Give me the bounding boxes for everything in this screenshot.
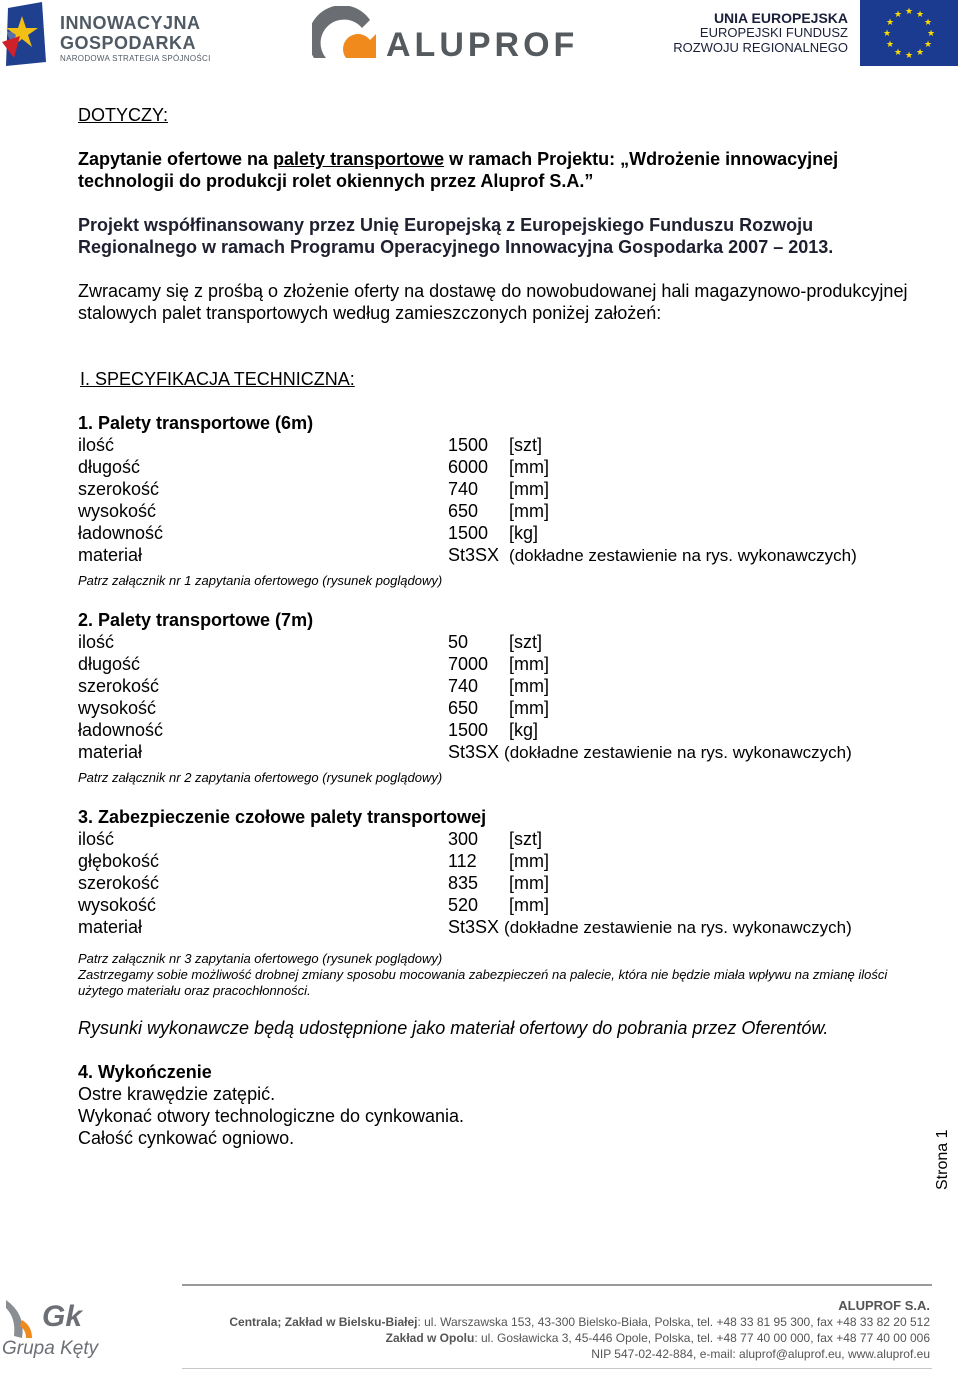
subject-prefix: Zapytanie ofertowe na [78,149,274,169]
svg-text:★: ★ [915,48,925,58]
param-value: 50 [448,632,469,652]
param-unit: [mm] [509,479,549,499]
param-value: 650 [448,501,479,521]
section-1-note: Patrz załącznik nr 1 zapytania ofertowego (rysunek poglądowy) [78,573,443,588]
page-header [0,0,960,70]
param-row [78,719,852,741]
param-row [78,828,852,850]
param-name: wysokość [78,501,157,521]
gk-subtitle: Grupa Kęty [2,1338,99,1359]
param-name: ładowność [78,523,164,543]
svg-text:★: ★ [915,10,925,20]
param-row-material [78,741,852,764]
svg-text:★: ★ [923,40,933,50]
ig-star-icon [2,2,54,66]
param-name: materiał [78,917,143,937]
gk-wordmark: Gk [42,1300,83,1333]
param-unit: [kg] [509,720,539,740]
param-unit: [mm] [509,698,549,718]
section-2-note: Patrz załącznik nr 2 zapytania ofertowego (rysunek poglądowy) [78,770,443,785]
param-unit: [szt] [509,829,543,849]
eu-flag-icon [860,0,958,66]
document-body [78,104,908,1149]
innowacyjna-gospodarka-logo [2,2,212,66]
param-name: ładowność [78,720,164,740]
param-unit: [mm] [509,851,549,871]
param-name: materiał [78,545,143,565]
param-name: szerokość [78,479,160,499]
ig-line3: NARODOWA STRATEGIA SPÓJNOŚCI [60,54,211,63]
param-row [78,872,852,894]
param-row [78,456,857,478]
param-name: ilość [78,829,115,849]
param-name: długość [78,457,141,477]
param-name: szerokość [78,873,160,893]
page-number-label: Strona 1 [934,1129,951,1190]
param-unit: [szt] [509,435,543,455]
footer-line-2-text: : ul. Gosławicka 3, 45-446 Opole, Polska, tel. +48 77 40 00 000, fax +48 77 40 00 006 [474,1331,930,1345]
section-4 [78,1061,908,1149]
param-unit: [mm] [509,654,549,674]
param-unit: [mm] [509,676,549,696]
section-2-params [78,631,852,764]
material-value: St3SX [448,545,500,565]
aluprof-wordmark: ALUPROF [386,26,579,64]
svg-text:★: ★ [904,7,914,17]
svg-text:★: ★ [893,48,903,58]
material-note: (dokładne zestawienie na rys. wykonawczych) [509,546,857,565]
footer-line-1 [229,1314,930,1330]
param-name: materiał [78,742,143,762]
material-cell [448,741,852,764]
material-cell [448,916,852,939]
footer-line-1-text: : ul. Warszawska 153, 43-300 Bielsko-Biała, Polska, tel. +48 33 81 95 300, fax +48 33 82 20 512 [417,1315,930,1329]
gk-swoosh-icon [2,1296,46,1340]
param-value: 1500 [448,720,489,740]
param-row [78,522,857,544]
section-3-reservation-note: Zastrzegamy sobie możliwość drobnej zmiany sposobu mocowania zabezpieczeń na palecie, która nie będzie miała wpływu na zmianę ilości użytego materiału oraz pracochłonności. [78,967,888,998]
param-name: wysokość [78,698,157,718]
param-unit: [mm] [509,895,549,915]
param-row [78,894,852,916]
subject-underlined: palety transportowe [273,149,445,169]
svg-text:★: ★ [882,29,892,39]
aluprof-logo [312,6,602,64]
section-3-note: Patrz załącznik nr 3 zapytania ofertowego (rysunek poglądowy) [78,951,443,966]
rysunki-note: Rysunki wykonawcze będą udostępnione jako materiał ofertowy do pobrania przez Oferentów. [78,1018,829,1038]
svg-text:★: ★ [904,51,914,61]
param-value: 740 [448,676,479,696]
ue-line3: ROZWOJU REGIONALNEGO [673,40,848,56]
finish-line: Całość cynkować ogniowo. [78,1128,295,1148]
param-unit: [kg] [509,523,539,543]
param-row [78,434,857,456]
footer-company: ALUPROF S.A. [838,1298,930,1313]
param-name: wysokość [78,895,157,915]
section-1-params [78,434,857,567]
param-value: 1500 [448,523,489,543]
grupa-kety-logo [2,1292,122,1362]
subject-paragraph [78,148,908,192]
footer-divider [182,1284,932,1286]
svg-text:★: ★ [885,18,895,28]
footer-line-3: NIP 547-02-42-884, e-mail: aluprof@aluprof.eu, www.aluprof.eu [591,1347,930,1361]
footer-line-2-label: Zakład w Opolu [385,1331,475,1345]
svg-text:★: ★ [885,40,895,50]
section-1-title: 1. Palety transportowe (6m) [78,413,314,433]
param-unit: [mm] [509,501,549,521]
param-row [78,850,852,872]
aluprof-swoosh-icon [312,6,384,64]
param-row [78,653,852,675]
finish-line: Ostre krawędzie zatępić. [78,1084,276,1104]
param-row [78,697,852,719]
ue-line2: EUROPEJSKI FUNDUSZ [699,25,848,41]
material-note: (dokładne zestawienie na rys. wykonawczych) [504,743,852,762]
ig-line1: INNOWACYJNA [60,13,201,33]
param-value: 300 [448,829,479,849]
param-name: długość [78,654,141,674]
param-row-material [78,544,857,567]
section-4-title: 4. Wykończenie [78,1062,212,1082]
param-value: 6000 [448,457,489,477]
dotyczy-heading: DOTYCZY: [78,105,169,125]
footer-line-1-label: Centrala; Zakład w Bielsku-Białej [229,1315,418,1329]
material-value: St3SX [448,742,500,762]
section-3 [78,806,908,999]
material-value: St3SX [448,917,500,937]
param-row-material [78,916,852,939]
param-unit: [szt] [509,632,543,652]
ue-fund-text [673,10,848,56]
param-unit: [mm] [509,873,549,893]
param-row [78,675,852,697]
section-2 [78,609,908,786]
param-name: szerokość [78,676,160,696]
param-name: ilość [78,632,115,652]
svg-text:★: ★ [926,29,936,39]
request-paragraph: Zwracamy się z prośbą o złożenie oferty na dostawę do nowobudowanej hali magazynowo-produkcyjnej stalowych palet transportowych według zamieszczonych poniżej założeń: [78,281,908,323]
param-value: 112 [448,851,477,871]
material-cell [448,544,857,567]
section-1 [78,412,908,589]
section-3-params [78,828,852,939]
param-name: głębokość [78,851,160,871]
section-2-title: 2. Palety transportowe (7m) [78,610,314,630]
cofinancing-paragraph: Projekt współfinansowany przez Unię Europejską z Europejskiego Funduszu Rozwoju Regionalnego w ramach Programu Operacyjnego Innowacyjna Gospodarka 2007 – 2013. [78,215,834,257]
param-value: 740 [448,479,479,499]
param-value: 650 [448,698,479,718]
param-unit: [mm] [509,457,549,477]
param-value: 835 [448,873,479,893]
param-value: 520 [448,895,479,915]
param-row [78,631,852,653]
spec-title: I. SPECYFIKACJA TECHNICZNA: [80,369,355,389]
section-3-title: 3. Zabezpieczenie czołowe palety transportowej [78,807,487,827]
footer-address [229,1298,930,1362]
param-name: ilość [78,435,115,455]
param-row [78,478,857,500]
param-value: 1500 [448,435,489,455]
material-note: (dokładne zestawienie na rys. wykonawczych) [504,918,852,937]
finish-line: Wykonać otwory technologiczne do cynkowania. [78,1106,465,1126]
subject-suffix: w ramach Projektu: „Wdrożenie innowacyjnej technologii do produkcji rolet okiennych przez Aluprof S.A.” [78,149,839,191]
param-value: 7000 [448,654,489,674]
svg-text:★: ★ [923,18,933,28]
ig-line2: GOSPODARKA [60,33,197,53]
footer-line-2 [229,1330,930,1346]
param-row [78,500,857,522]
footer-bottom-divider [182,1368,932,1369]
svg-text:★: ★ [893,10,903,20]
ue-line1: UNIA EUROPEJSKA [713,10,848,26]
